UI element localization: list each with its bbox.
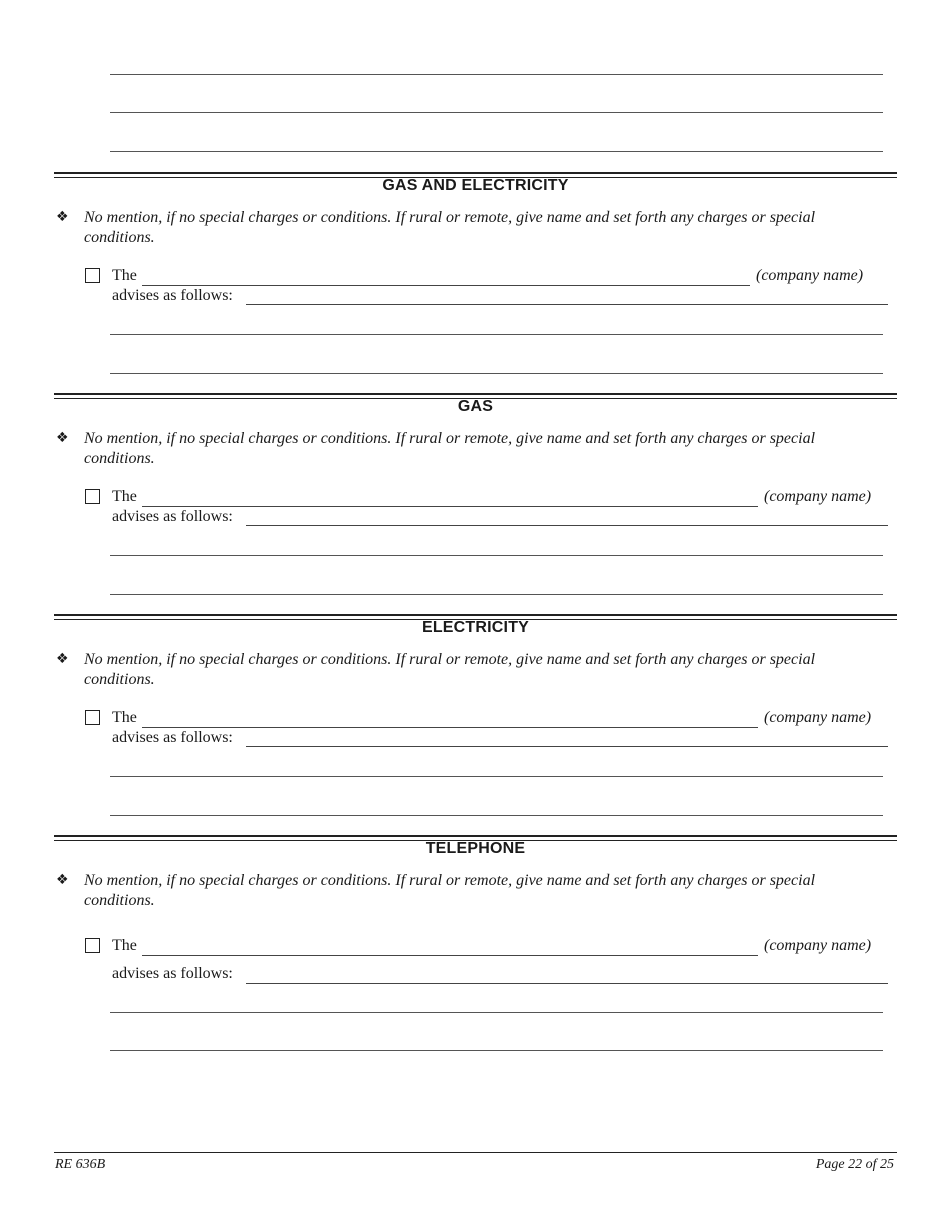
checkbox[interactable] (85, 489, 100, 504)
fill-line[interactable] (110, 74, 883, 75)
the-label: The (112, 937, 137, 954)
instruction-note: No mention, if no special charges or conditions. If rural or remote, give name and set forth any charges or special conditions. (84, 872, 816, 909)
advises-field[interactable] (246, 525, 888, 526)
company-name-field[interactable] (142, 506, 758, 507)
fill-line[interactable] (110, 815, 883, 816)
diamond-bullet-icon: ❖ (56, 872, 69, 888)
section-heading: ELECTRICITY (421, 619, 530, 636)
footer-divider (54, 1152, 897, 1153)
diamond-bullet-icon: ❖ (56, 209, 69, 225)
instruction-note: No mention, if no special charges or conditions. If rural or remote, give name and set forth any charges or special conditions. (84, 209, 816, 246)
checkbox[interactable] (85, 710, 100, 725)
advises-field[interactable] (246, 983, 888, 984)
fill-line[interactable] (110, 594, 883, 595)
form-id: RE 636B (55, 1157, 106, 1172)
fill-line[interactable] (110, 1012, 883, 1013)
company-name-label: (company name) (764, 937, 872, 954)
advises-field[interactable] (246, 746, 888, 747)
company-name-label: (company name) (764, 488, 872, 505)
advises-field[interactable] (246, 304, 888, 305)
company-name-label: (company name) (756, 267, 864, 284)
company-name-label: (company name) (764, 709, 872, 726)
page-number: Page 22 of 25 (815, 1157, 894, 1172)
fill-line[interactable] (110, 776, 883, 777)
the-label: The (112, 267, 137, 284)
fill-line[interactable] (110, 555, 883, 556)
company-name-field[interactable] (142, 285, 750, 286)
checkbox[interactable] (85, 268, 100, 283)
advises-label: advises as follows: (112, 729, 233, 746)
fill-line[interactable] (110, 334, 883, 335)
the-label: The (112, 488, 137, 505)
fill-line[interactable] (110, 151, 883, 152)
section-heading: GAS (457, 398, 494, 415)
the-label: The (112, 709, 137, 726)
instruction-note: No mention, if no special charges or conditions. If rural or remote, give name and set forth any charges or special conditions. (84, 651, 816, 688)
company-name-field[interactable] (142, 955, 758, 956)
diamond-bullet-icon: ❖ (56, 430, 69, 446)
fill-line[interactable] (110, 1050, 883, 1051)
advises-label: advises as follows: (112, 508, 233, 525)
instruction-note: No mention, if no special charges or conditions. If rural or remote, give name and set forth any charges or special conditions. (84, 430, 816, 467)
section-heading: GAS AND ELECTRICITY (382, 177, 569, 194)
fill-line[interactable] (110, 112, 883, 113)
section-heading: TELEPHONE (425, 840, 526, 857)
fill-line[interactable] (110, 373, 883, 374)
checkbox[interactable] (85, 938, 100, 953)
advises-label: advises as follows: (112, 287, 233, 304)
diamond-bullet-icon: ❖ (56, 651, 69, 667)
advises-label: advises as follows: (112, 965, 233, 982)
company-name-field[interactable] (142, 727, 758, 728)
